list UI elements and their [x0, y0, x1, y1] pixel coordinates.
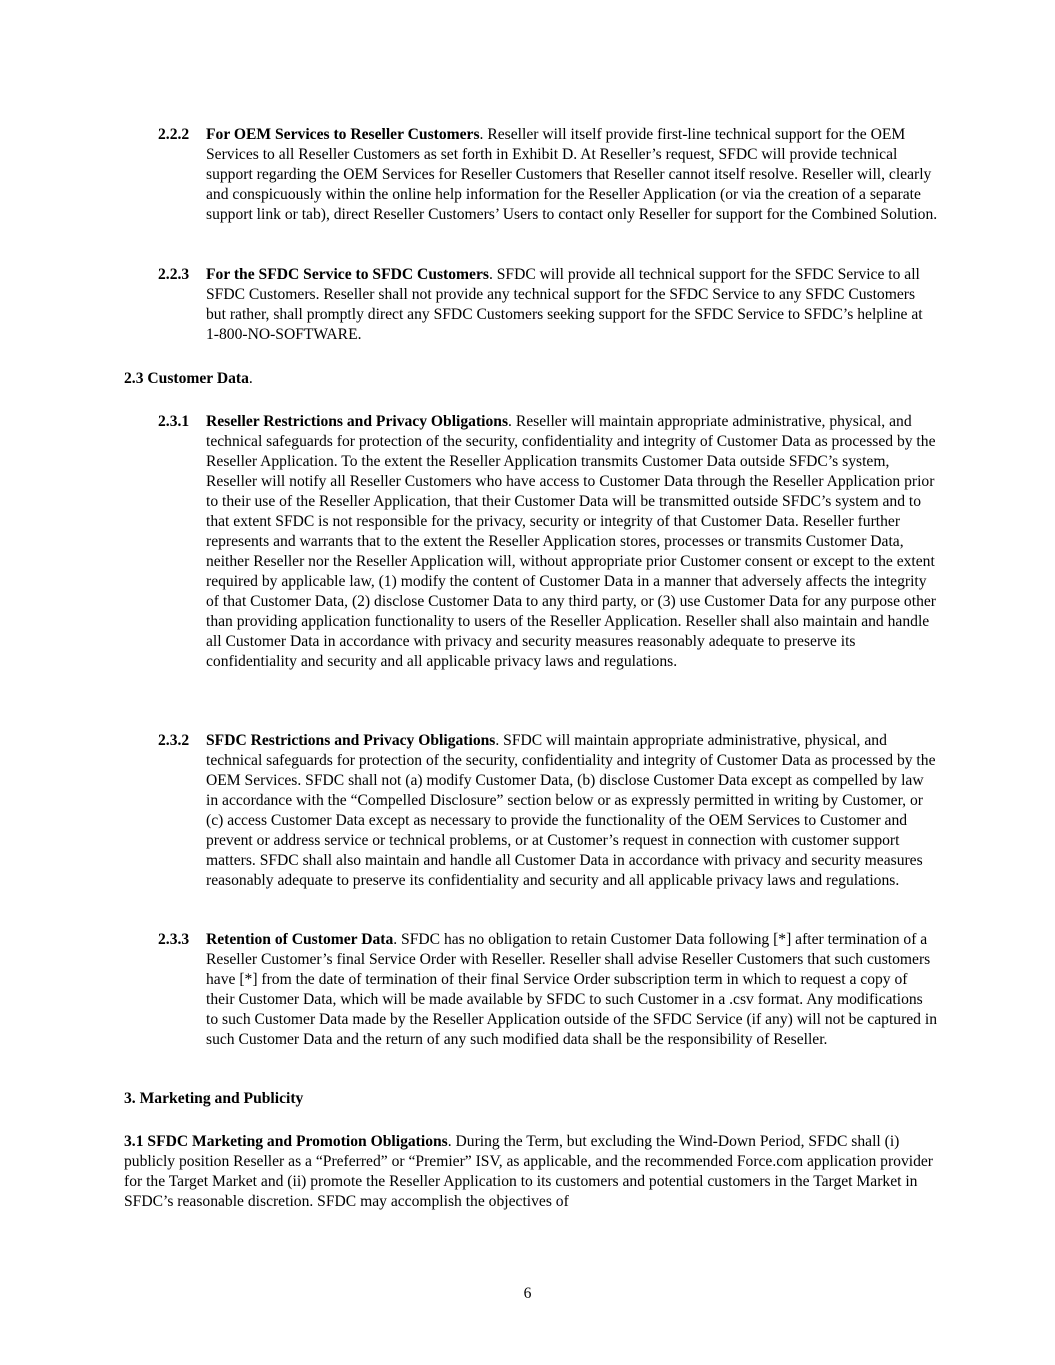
section-number: 2.3.1 [158, 413, 190, 430]
section-2-3-2 [158, 731, 938, 891]
section-text: . During the Term, but excluding the Wind-Down Period, SFDC shall (i) publicly position Reseller as a “Preferred” or “Premier” ISV, as applicable, and the recommended Force.com application provider for the Target Market and (ii) promote the Reseller Application to its customers and potential customers in the Target Market in SFDC’s reasonable discretion. SFDC may accomplish the objectives of [124, 1133, 934, 1210]
section-heading: Retention of Customer Data [206, 931, 394, 948]
section-text: . [248, 370, 253, 387]
section-2-3-3 [158, 930, 938, 1050]
section-number: 2.3.2 [158, 732, 190, 749]
section-heading: For OEM Services to Reseller Customers [206, 126, 480, 143]
section-heading: 3.1 SFDC Marketing and Promotion Obligations [124, 1133, 448, 1150]
section-heading: Reseller Restrictions and Privacy Obligations [206, 413, 509, 430]
section-heading: SFDC Restrictions and Privacy Obligations [206, 732, 496, 749]
section-2-2-3 [158, 265, 938, 345]
section-body [206, 125, 938, 225]
section-body [206, 265, 938, 345]
section-heading: 3. Marketing and Publicity [124, 1090, 304, 1107]
section-2-2-2 [158, 125, 938, 225]
section-number: 2.3.3 [158, 931, 190, 948]
section-text: . Reseller will maintain appropriate administrative, physical, and technical safeguards for protection of the security, confidentiality and integrity of Customer Data as processed by the Reseller Application. To the extent the Reseller Application transmits Customer Data outside SFDC’s system, Reseller will notify all Reseller Customers who have access to Customer Data through the Reseller Application prior to their use of the Reseller Application, that their Customer Data will be transmitted outside SFDC’s system and to that extent SFDC is not responsible for the privacy, security or integrity of that Customer Data. Reseller further represents and warrants that to the extent the Reseller Application stores, processes or transmits Customer Data, neither Reseller nor the Reseller Application will, without appropriate prior Customer consent or except to the extent required by applicable law, (1) modify the content of Customer Data in a manner that adversely affects the integrity of that Customer Data, (2) disclose Customer Data to any third party, or (3) use Customer Data for any purpose other than providing application functionality to users of the Reseller Application. Reseller shall also maintain and handle all Customer Data in accordance with privacy and security measures reasonably adequate to preserve its confidentiality and security and all applicable privacy laws and regulations. [206, 413, 936, 670]
section-heading: For the SFDC Service to SFDC Customers [206, 266, 489, 283]
section-heading: 2.3 Customer Data [124, 370, 249, 387]
section-text: . SFDC will provide all technical support for the SFDC Service to all SFDC Customers. Reseller shall not provide any technical support for the SFDC Service to any SFDC Customers but rather, shall promptly direct any SFDC Customers seeking support for the SFDC Service to SFDC’s helpline at 1-800-NO-SOFTWARE. [206, 266, 923, 343]
section-number: 2.2.3 [158, 266, 190, 283]
page-number: 6 [523, 1285, 532, 1302]
section-3 [124, 1089, 934, 1109]
section-body [206, 412, 938, 672]
section-text: . Reseller will itself provide first-line technical support for the OEM Services to all Reseller Customers as set forth in Exhibit D. At Reseller’s request, SFDC will provide technical support regarding the OEM Services for Reseller Customers that Reseller cannot itself resolve. Reseller will, clearly and conspicuously within the online help information for the Reseller Application (or via the creation of a separate support link or tab), direct Reseller Customers’ Users to contact only Reseller for support for the Combined Solution. [206, 126, 938, 223]
section-2-3 [124, 369, 934, 389]
section-body [206, 930, 938, 1050]
section-3-1 [124, 1132, 934, 1212]
section-text: . SFDC will maintain appropriate administrative, physical, and technical safeguards for protection of the security, confidentiality and integrity of Customer Data as processed by the OEM Services. SFDC shall not (a) modify Customer Data, (b) disclose Customer Data except as compelled by law in accordance with the “Compelled Disclosure” section below or as expressly permitted in writing by Customer, or (c) access Customer Data except as necessary to provide the functionality of the OEM Services to Customer and prevent or address service or technical problems, or at Customer’s request in connection with customer support matters. SFDC shall also maintain and handle all Customer Data in accordance with privacy and security measures reasonably adequate to preserve its confidentiality and security and all applicable privacy laws and regulations. [206, 732, 936, 889]
section-text: . SFDC has no obligation to retain Customer Data following [*] after termination of a Reseller Customer’s final Service Order with Reseller. Reseller shall advise Reseller Customers that such customers have [*] from the date of termination of their final Service Order subscription term in which to request a copy of their Customer Data, which will be made available by SFDC to such Customer in a .csv format. Any modifications to such Customer Data made by the Reseller Application outside of the SFDC Service (if any) will not be captured in such Customer Data and the return of any such modified data shall be the responsibility of Reseller. [206, 931, 938, 1048]
section-2-3-1 [158, 412, 938, 672]
section-number: 2.2.2 [158, 126, 190, 143]
section-body [206, 731, 938, 891]
